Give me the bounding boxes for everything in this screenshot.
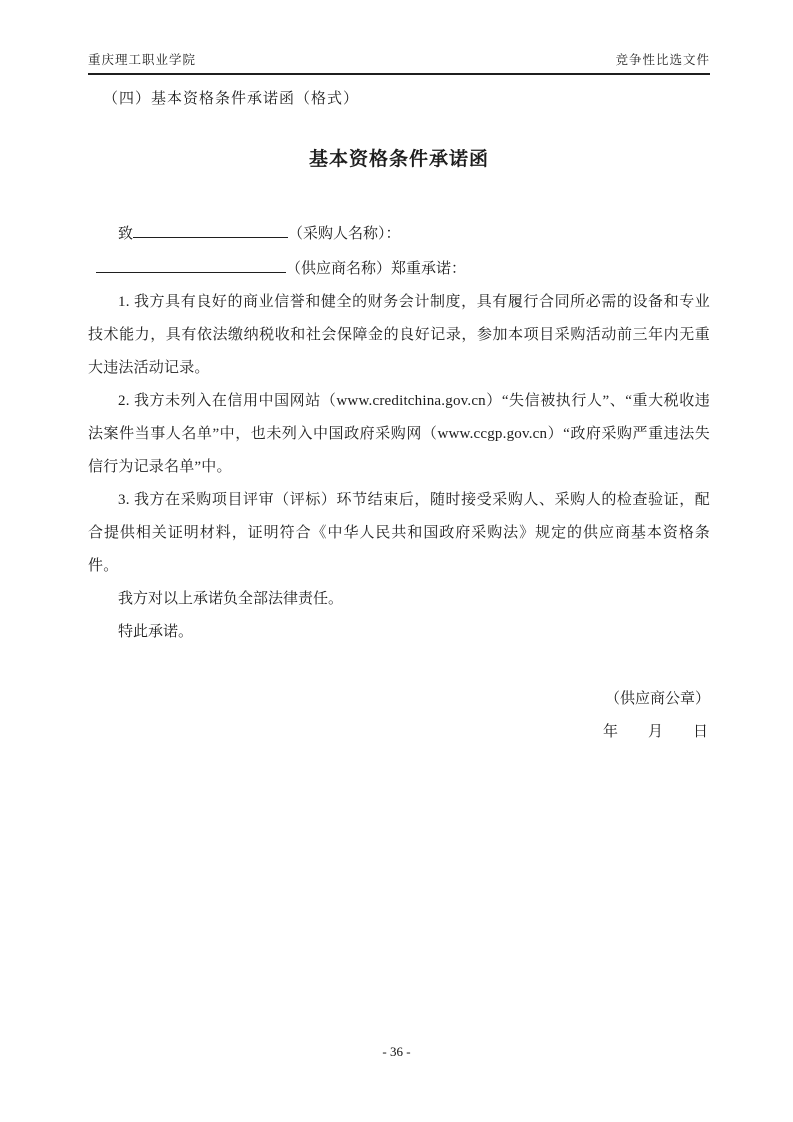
paragraph-2: 2. 我方未列入在信用中国网站（www.creditchina.gov.cn）“失信被执行人”、“重大税收违法案件当事人名单”中，也未列入中国政府采购网（www.ccgp.gov.cn）“政府采购严重违法失信行为记录名单”中。 [88,393,710,475]
salutation-line [88,218,710,251]
header-rule [88,73,710,75]
supplier-line [88,253,710,286]
closing-statement-liability: 我方对以上承诺负全部法律责任。 [118,591,344,607]
page-header [88,0,710,68]
supplier-name-blank [96,258,286,273]
date-line: 年 月 日 [602,724,708,740]
document-title: 基本资格条件承诺函 [308,149,489,170]
page-number: - 36 - [382,1044,411,1059]
signature-block [88,683,710,749]
paragraph-3: 3. 我方在采购项目评审（评标）环节结束后，随时接受采购人、采购人的检查验证，配合提供相关证明材料，证明符合《中华人民共和国政府采购法》规定的供应商基本资格条件。 [88,492,710,574]
supplier-line-suffix: （供应商名称）郑重承诺： [286,261,467,277]
header-right-text: 竞争性比选文件 [615,53,710,67]
paragraph-1: 1. 我方具有良好的商业信誉和健全的财务会计制度，具有履行合同所必需的设备和专业技术能力，具有依法缴纳税收和社会保障金的良好记录，参加本项目采购活动前三年内无重大违法活动记录。 [88,294,710,376]
supplier-seal-line: （供应商公章） [604,691,710,707]
salutation-prefix: 致 [118,226,134,242]
header-left-text: 重庆理工职业学院 [88,53,197,67]
purchaser-name-blank [133,223,288,238]
closing-statement-hereby: 特此承诺。 [118,624,194,640]
section-heading: （四）基本资格条件承诺函（格式） [103,91,360,107]
salutation-suffix: （采购人名称）： [288,226,401,242]
